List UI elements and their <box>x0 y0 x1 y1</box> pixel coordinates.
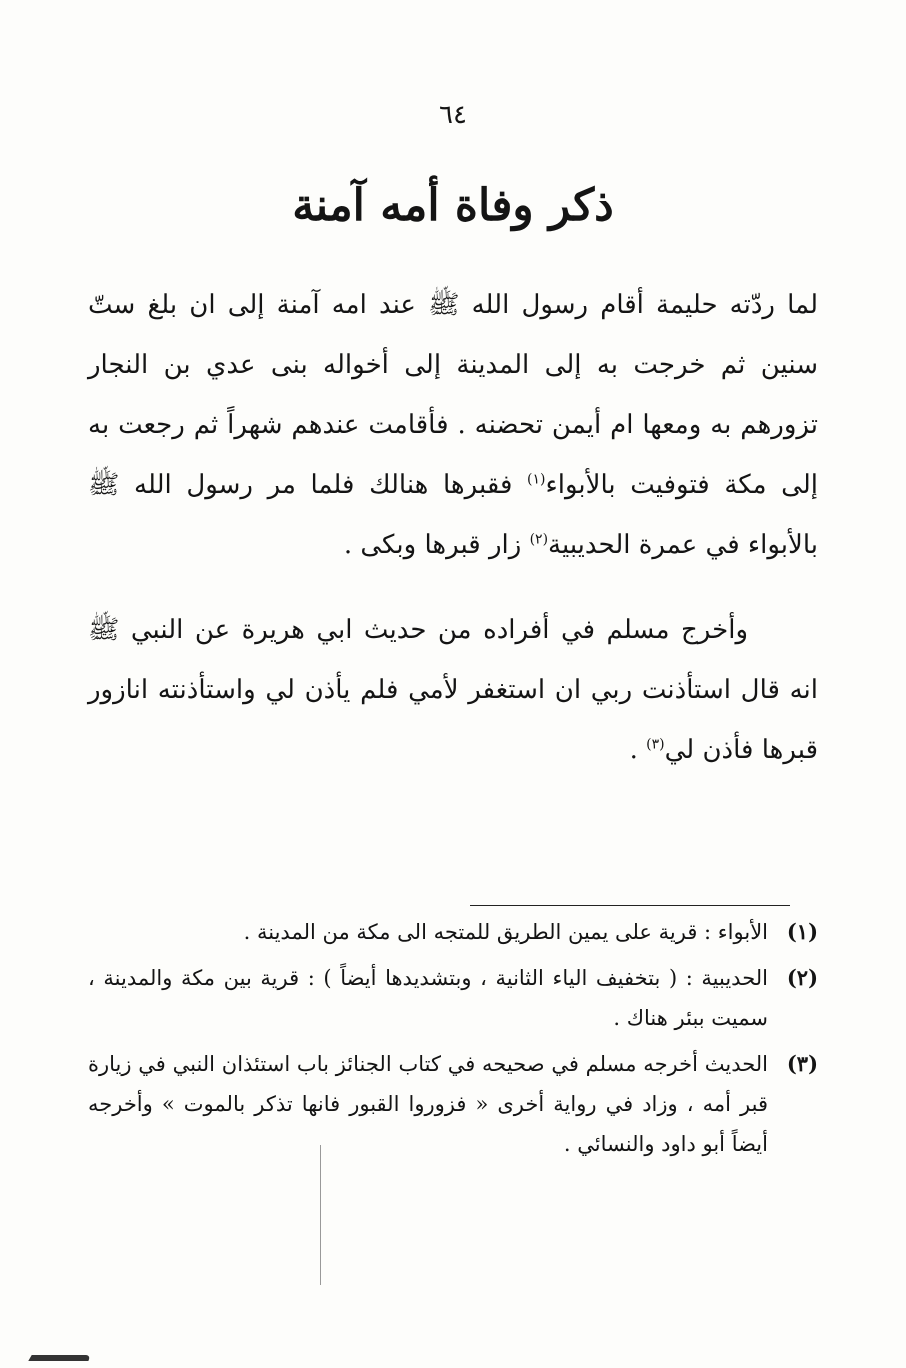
footnote-ref-1[interactable]: (١) <box>527 471 546 488</box>
scan-artifact-line <box>320 1145 321 1285</box>
paragraph-2-end: . <box>629 735 647 765</box>
footnote-ref-3[interactable]: (٣) <box>646 736 665 753</box>
scan-corner-mark <box>28 1355 91 1361</box>
footnote-number: (١) <box>786 919 818 944</box>
chapter-title: ذكر وفاة أمه آمنة <box>292 180 614 231</box>
footnote-number: (٣) <box>786 1051 818 1076</box>
footnote-ref-2[interactable]: (٢) <box>529 531 549 548</box>
footnote-1 <box>88 912 818 952</box>
paragraph-1-end: زار قبرها وبكى . <box>343 530 530 560</box>
footnote-separator <box>470 905 790 906</box>
paragraph-1-text: لما ردّته حليمة أقام رسول الله ﷺ عند امه آمنة إلى ان بلغ ستّ سنين ثم خرجت به إلى المدينة إلى أخواله بنى عدي بن النجار تزورهم به ومعها ام أيمن تحضنه . فأقامت عندهم شهراً ثم رجعت به إلى مكة فتوفيت بالأبواء <box>88 290 818 500</box>
footnote-2 <box>88 958 818 1038</box>
footnote-text: الحديث أخرجه مسلم في صحيحه في كتاب الجنائز باب استئذان النبي في زيارة قبر أمه ، وزاد في رواية أخرى « فزوروا القبور فانها تذكر بالموت » وأخرجه أيضاً أبو داود والنسائي . <box>88 1052 768 1156</box>
paragraph-1-continued: فقبرها هنالك فلما مر رسول الله ﷺ بالأبواء في عمرة الحديبية <box>88 470 818 560</box>
body-paragraph-1 <box>88 275 818 575</box>
page-number: ٦٤ <box>439 100 467 130</box>
body-paragraph-2 <box>88 600 818 780</box>
paragraph-2-text: وأخرج مسلم في أفراده من حديث ابي هريرة عن النبي ﷺ انه قال استأذنت ربي ان استغفر لأمي فلم يأذن لي واستأذنته انازور قبرها فأذن لي <box>88 615 818 765</box>
footnote-text: الأبواء : قرية على يمين الطريق للمتجه الى مكة من المدينة . <box>243 920 768 944</box>
footnote-3 <box>88 1044 818 1164</box>
footnotes <box>88 912 818 1170</box>
footnote-number: (٢) <box>786 965 818 990</box>
footnote-text: الحديبية : ( بتخفيف الياء الثانية ، وبتشديدها أيضاً ) : قرية بين مكة والمدينة ، سميت ببئر هناك . <box>88 966 768 1030</box>
